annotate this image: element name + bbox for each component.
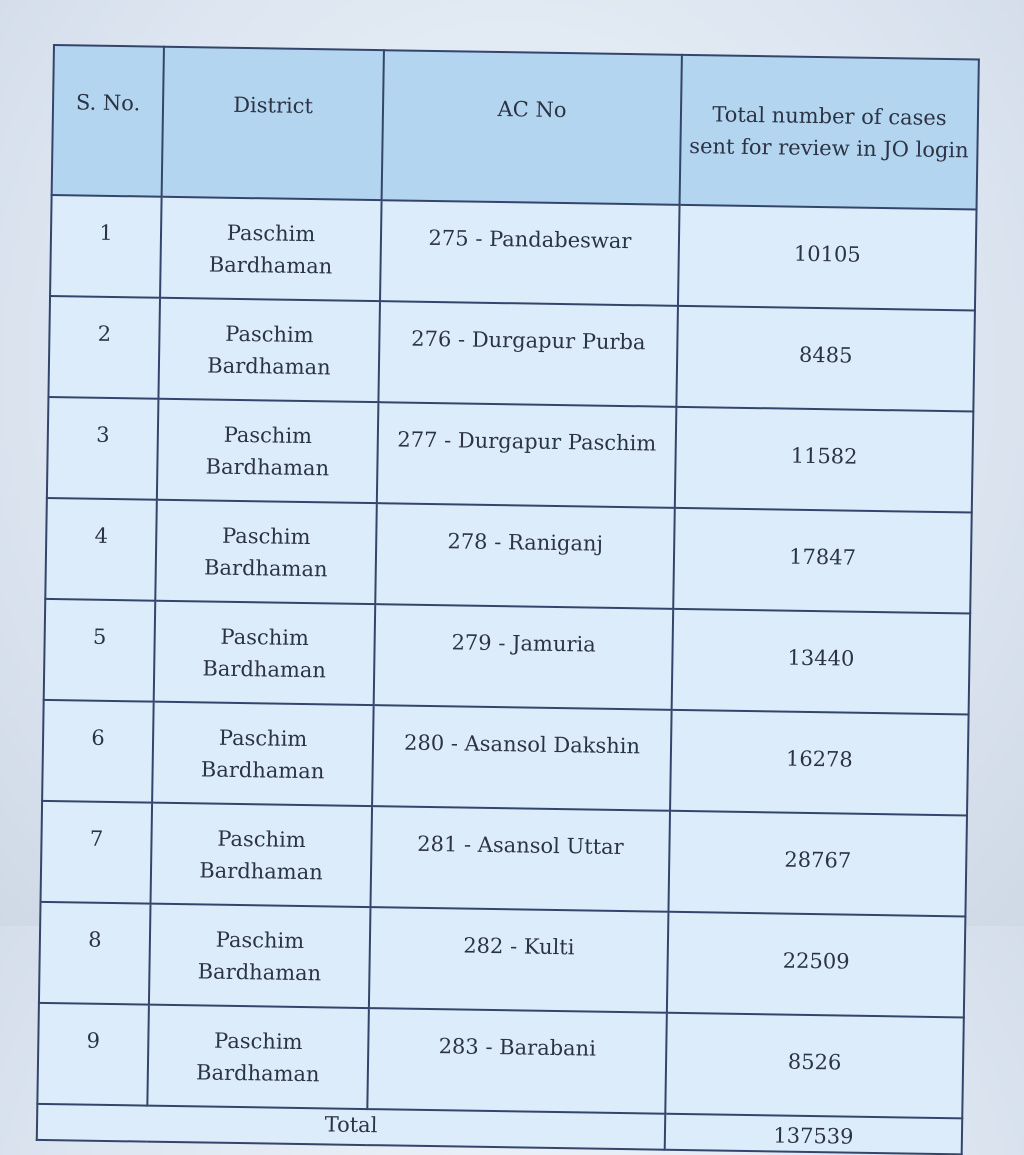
cell-ac-no: 279 - Jamuria xyxy=(374,604,674,710)
cell-sno: 3 xyxy=(47,397,159,500)
table-row xyxy=(41,801,967,917)
cell-sno: 4 xyxy=(45,498,157,601)
cell-cases: 28767 xyxy=(668,811,967,917)
cell-ac-no: 275 - Pandabeswar xyxy=(380,200,680,306)
document-sheet xyxy=(40,44,977,1149)
table-row xyxy=(37,1003,963,1119)
cell-cases: 8485 xyxy=(676,306,975,412)
cell-cases: 22509 xyxy=(667,912,966,1018)
cell-district: Paschim Bardhaman xyxy=(160,197,382,301)
cell-sno: 8 xyxy=(39,902,151,1005)
cell-sno: 9 xyxy=(37,1003,149,1106)
header-row xyxy=(52,45,979,210)
cell-sno: 1 xyxy=(50,195,162,298)
cell-cases: 17847 xyxy=(673,508,972,614)
cell-sno: 5 xyxy=(44,599,156,702)
table-row xyxy=(39,902,965,1018)
cell-ac-no: 283 - Barabani xyxy=(367,1008,667,1114)
cell-district: Paschim Bardhaman xyxy=(154,601,376,705)
cell-district: Paschim Bardhaman xyxy=(147,1005,369,1109)
table-row xyxy=(47,397,973,513)
cell-cases: 10105 xyxy=(678,205,977,311)
cell-ac-no: 281 - Asansol Uttar xyxy=(370,806,670,912)
cell-cases: 16278 xyxy=(670,710,969,816)
cell-district: Paschim Bardhaman xyxy=(158,298,380,402)
cell-ac-no: 277 - Durgapur Paschim xyxy=(377,402,677,508)
cell-sno: 7 xyxy=(41,801,153,904)
table-row xyxy=(44,599,970,715)
cell-cases: 11582 xyxy=(675,407,974,513)
header-total-cases: Total number of cases sent for review in JO login xyxy=(680,55,979,210)
table-row xyxy=(50,195,976,311)
cell-ac-no: 280 - Asansol Dakshin xyxy=(372,705,672,811)
table-row xyxy=(45,498,971,614)
table-row xyxy=(42,700,968,816)
table-header xyxy=(52,45,979,210)
cell-district: Paschim Bardhaman xyxy=(155,500,377,604)
cases-table xyxy=(36,44,980,1155)
cell-ac-no: 278 - Raniganj xyxy=(375,503,675,609)
cell-sno: 2 xyxy=(48,296,160,399)
cell-district: Paschim Bardhaman xyxy=(149,904,371,1008)
total-label: Total xyxy=(37,1104,665,1150)
table-row xyxy=(48,296,974,412)
cell-ac-no: 282 - Kulti xyxy=(369,907,669,1013)
cell-district: Paschim Bardhaman xyxy=(152,702,374,806)
cell-sno: 6 xyxy=(42,700,154,803)
table-body xyxy=(37,195,976,1118)
header-ac-no: AC No xyxy=(382,50,682,205)
header-sno: S. No. xyxy=(52,45,164,197)
cell-ac-no: 276 - Durgapur Purba xyxy=(378,301,678,407)
cell-cases: 13440 xyxy=(672,609,971,715)
cell-district: Paschim Bardhaman xyxy=(151,803,373,907)
header-district: District xyxy=(162,47,384,200)
cell-district: Paschim Bardhaman xyxy=(157,399,379,503)
cell-cases: 8526 xyxy=(665,1013,964,1119)
total-value: 137539 xyxy=(665,1114,963,1155)
